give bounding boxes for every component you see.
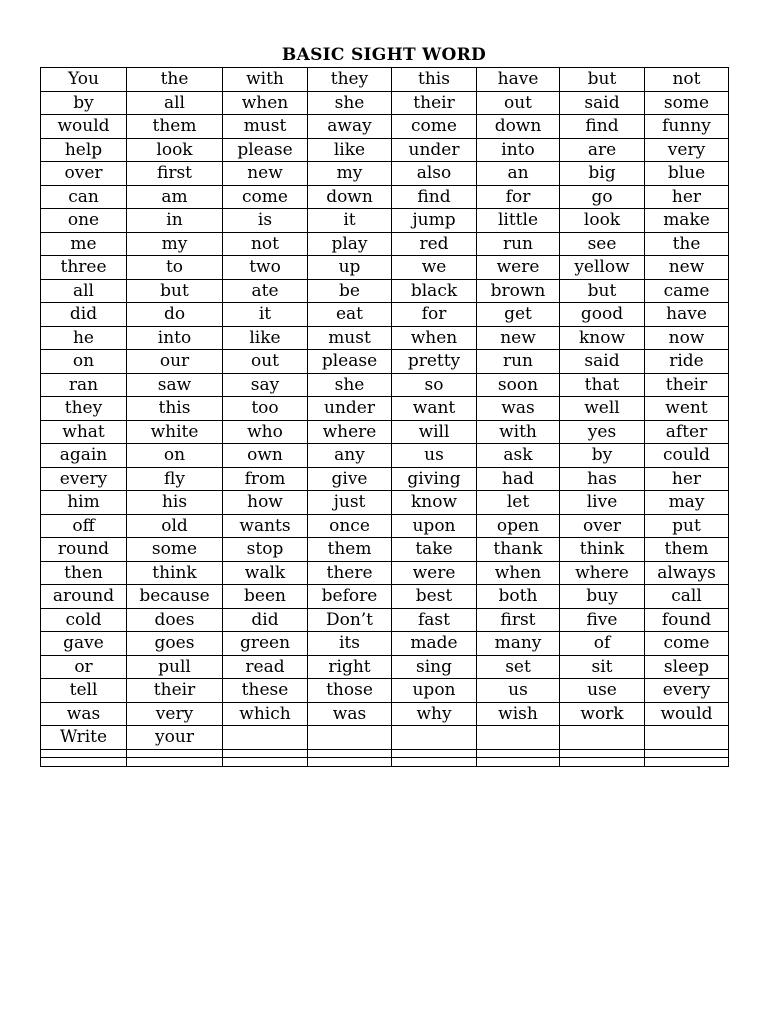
word-cell: my bbox=[308, 162, 392, 186]
word-cell: like bbox=[308, 138, 392, 162]
word-cell: must bbox=[308, 326, 392, 350]
word-cell: did bbox=[41, 303, 127, 327]
table-row bbox=[41, 608, 729, 632]
word-cell: take bbox=[392, 538, 477, 562]
word-cell: say bbox=[223, 373, 308, 397]
table-row bbox=[41, 373, 729, 397]
word-cell: ride bbox=[645, 350, 729, 374]
word-cell: soon bbox=[477, 373, 560, 397]
word-cell: little bbox=[477, 209, 560, 233]
word-cell: my bbox=[127, 232, 223, 256]
word-cell: pretty bbox=[392, 350, 477, 374]
word-cell: them bbox=[127, 115, 223, 139]
word-cell: we bbox=[392, 256, 477, 280]
word-cell: has bbox=[560, 467, 645, 491]
table-row bbox=[41, 115, 729, 139]
blank-table-row bbox=[41, 749, 729, 758]
empty-cell bbox=[477, 749, 560, 758]
table-row bbox=[41, 632, 729, 656]
word-cell: know bbox=[392, 491, 477, 515]
table-row bbox=[41, 397, 729, 421]
table-row bbox=[41, 561, 729, 585]
word-cell: three bbox=[41, 256, 127, 280]
empty-cell bbox=[223, 749, 308, 758]
word-cell: cold bbox=[41, 608, 127, 632]
word-cell: two bbox=[223, 256, 308, 280]
word-cell: those bbox=[308, 679, 392, 703]
word-cell: have bbox=[477, 68, 560, 92]
empty-cell bbox=[41, 749, 127, 758]
word-cell: that bbox=[560, 373, 645, 397]
word-cell: know bbox=[560, 326, 645, 350]
word-cell: come bbox=[645, 632, 729, 656]
word-cell: be bbox=[308, 279, 392, 303]
word-cell: very bbox=[645, 138, 729, 162]
empty-cell bbox=[560, 749, 645, 758]
empty-cell bbox=[41, 758, 127, 767]
word-cell: found bbox=[645, 608, 729, 632]
word-cell: help bbox=[41, 138, 127, 162]
word-cell: not bbox=[645, 68, 729, 92]
word-cell: under bbox=[392, 138, 477, 162]
word-cell: make bbox=[645, 209, 729, 233]
word-cell: jump bbox=[392, 209, 477, 233]
word-cell: but bbox=[560, 68, 645, 92]
word-cell: the bbox=[127, 68, 223, 92]
word-cell: when bbox=[477, 561, 560, 585]
word-cell: any bbox=[308, 444, 392, 468]
word-cell: stop bbox=[223, 538, 308, 562]
word-cell: set bbox=[477, 655, 560, 679]
word-cell: fast bbox=[392, 608, 477, 632]
word-cell: like bbox=[223, 326, 308, 350]
word-cell: walk bbox=[223, 561, 308, 585]
word-cell: was bbox=[308, 702, 392, 726]
word-cell: gave bbox=[41, 632, 127, 656]
word-cell: their bbox=[392, 91, 477, 115]
table-row bbox=[41, 209, 729, 233]
word-cell: him bbox=[41, 491, 127, 515]
word-cell: for bbox=[477, 185, 560, 209]
table-row bbox=[41, 68, 729, 92]
word-cell: with bbox=[223, 68, 308, 92]
sight-word-table-body bbox=[41, 68, 729, 767]
table-row bbox=[41, 420, 729, 444]
word-cell: again bbox=[41, 444, 127, 468]
word-cell: there bbox=[308, 561, 392, 585]
word-cell: want bbox=[392, 397, 477, 421]
word-cell: fly bbox=[127, 467, 223, 491]
word-cell: her bbox=[645, 185, 729, 209]
word-cell: did bbox=[223, 608, 308, 632]
word-cell: big bbox=[560, 162, 645, 186]
word-cell: Write bbox=[41, 726, 127, 750]
word-cell: have bbox=[645, 303, 729, 327]
word-cell: when bbox=[392, 326, 477, 350]
word-cell: red bbox=[392, 232, 477, 256]
word-cell: think bbox=[560, 538, 645, 562]
table-row bbox=[41, 467, 729, 491]
word-cell: some bbox=[127, 538, 223, 562]
word-cell: for bbox=[392, 303, 477, 327]
word-cell: said bbox=[560, 350, 645, 374]
word-cell: give bbox=[308, 467, 392, 491]
word-cell: just bbox=[308, 491, 392, 515]
word-cell: went bbox=[645, 397, 729, 421]
word-cell: are bbox=[560, 138, 645, 162]
empty-cell bbox=[560, 758, 645, 767]
word-cell: Don’t bbox=[308, 608, 392, 632]
word-cell: over bbox=[41, 162, 127, 186]
word-cell: upon bbox=[392, 679, 477, 703]
word-cell: eat bbox=[308, 303, 392, 327]
word-cell: well bbox=[560, 397, 645, 421]
word-cell: use bbox=[560, 679, 645, 703]
word-cell: good bbox=[560, 303, 645, 327]
word-cell: us bbox=[477, 679, 560, 703]
empty-cell bbox=[392, 758, 477, 767]
word-cell: goes bbox=[127, 632, 223, 656]
word-cell: it bbox=[223, 303, 308, 327]
word-cell: come bbox=[392, 115, 477, 139]
word-cell: came bbox=[645, 279, 729, 303]
table-row bbox=[41, 655, 729, 679]
word-cell: their bbox=[645, 373, 729, 397]
word-cell: which bbox=[223, 702, 308, 726]
word-cell: many bbox=[477, 632, 560, 656]
word-cell: see bbox=[560, 232, 645, 256]
word-cell: this bbox=[127, 397, 223, 421]
word-cell: to bbox=[127, 256, 223, 280]
word-cell bbox=[392, 726, 477, 750]
word-cell: am bbox=[127, 185, 223, 209]
blank-table-row bbox=[41, 758, 729, 767]
table-row bbox=[41, 232, 729, 256]
word-cell: them bbox=[645, 538, 729, 562]
word-cell: they bbox=[41, 397, 127, 421]
word-cell: they bbox=[308, 68, 392, 92]
table-row bbox=[41, 303, 729, 327]
word-cell: them bbox=[308, 538, 392, 562]
word-cell: one bbox=[41, 209, 127, 233]
word-cell: play bbox=[308, 232, 392, 256]
word-cell: come bbox=[223, 185, 308, 209]
word-cell: around bbox=[41, 585, 127, 609]
table-row bbox=[41, 326, 729, 350]
word-cell: saw bbox=[127, 373, 223, 397]
word-cell: off bbox=[41, 514, 127, 538]
word-cell: out bbox=[477, 91, 560, 115]
word-cell: find bbox=[392, 185, 477, 209]
table-row bbox=[41, 538, 729, 562]
word-cell: all bbox=[41, 279, 127, 303]
empty-cell bbox=[645, 749, 729, 758]
word-cell: is bbox=[223, 209, 308, 233]
empty-cell bbox=[308, 749, 392, 758]
table-row bbox=[41, 91, 729, 115]
table-row bbox=[41, 702, 729, 726]
table-row bbox=[41, 279, 729, 303]
word-cell: now bbox=[645, 326, 729, 350]
word-cell: ate bbox=[223, 279, 308, 303]
word-cell: or bbox=[41, 655, 127, 679]
word-cell: get bbox=[477, 303, 560, 327]
empty-cell bbox=[392, 749, 477, 758]
word-cell: too bbox=[223, 397, 308, 421]
word-cell: sit bbox=[560, 655, 645, 679]
word-cell: also bbox=[392, 162, 477, 186]
word-cell: over bbox=[560, 514, 645, 538]
word-cell: could bbox=[645, 444, 729, 468]
word-cell bbox=[645, 726, 729, 750]
word-cell: ran bbox=[41, 373, 127, 397]
word-cell: was bbox=[41, 702, 127, 726]
word-cell: out bbox=[223, 350, 308, 374]
word-cell: find bbox=[560, 115, 645, 139]
word-cell: can bbox=[41, 185, 127, 209]
empty-cell bbox=[223, 758, 308, 767]
word-cell: must bbox=[223, 115, 308, 139]
word-cell: she bbox=[308, 91, 392, 115]
word-cell: put bbox=[645, 514, 729, 538]
word-cell bbox=[223, 726, 308, 750]
word-cell: our bbox=[127, 350, 223, 374]
word-cell: let bbox=[477, 491, 560, 515]
word-cell: made bbox=[392, 632, 477, 656]
word-cell: giving bbox=[392, 467, 477, 491]
word-cell: into bbox=[127, 326, 223, 350]
word-cell: but bbox=[560, 279, 645, 303]
word-cell: white bbox=[127, 420, 223, 444]
empty-cell bbox=[645, 758, 729, 767]
word-cell: an bbox=[477, 162, 560, 186]
word-cell: does bbox=[127, 608, 223, 632]
word-cell: what bbox=[41, 420, 127, 444]
word-cell: by bbox=[41, 91, 127, 115]
word-cell: upon bbox=[392, 514, 477, 538]
word-cell: with bbox=[477, 420, 560, 444]
word-cell: both bbox=[477, 585, 560, 609]
word-cell: look bbox=[560, 209, 645, 233]
word-cell: buy bbox=[560, 585, 645, 609]
empty-cell bbox=[308, 758, 392, 767]
word-cell: all bbox=[127, 91, 223, 115]
word-cell: had bbox=[477, 467, 560, 491]
word-cell: yellow bbox=[560, 256, 645, 280]
word-cell: how bbox=[223, 491, 308, 515]
word-cell: before bbox=[308, 585, 392, 609]
word-cell: round bbox=[41, 538, 127, 562]
word-cell: this bbox=[392, 68, 477, 92]
table-row bbox=[41, 256, 729, 280]
word-cell: sing bbox=[392, 655, 477, 679]
word-cell: right bbox=[308, 655, 392, 679]
word-cell: your bbox=[127, 726, 223, 750]
word-cell: best bbox=[392, 585, 477, 609]
word-cell: yes bbox=[560, 420, 645, 444]
table-row bbox=[41, 679, 729, 703]
word-cell: not bbox=[223, 232, 308, 256]
word-cell: on bbox=[41, 350, 127, 374]
word-cell: run bbox=[477, 232, 560, 256]
word-cell: wants bbox=[223, 514, 308, 538]
word-cell: every bbox=[41, 467, 127, 491]
word-cell: brown bbox=[477, 279, 560, 303]
word-cell bbox=[477, 726, 560, 750]
word-cell: his bbox=[127, 491, 223, 515]
word-cell: why bbox=[392, 702, 477, 726]
word-cell: live bbox=[560, 491, 645, 515]
word-cell: sleep bbox=[645, 655, 729, 679]
word-cell: where bbox=[308, 420, 392, 444]
word-cell: open bbox=[477, 514, 560, 538]
word-cell: she bbox=[308, 373, 392, 397]
word-cell: but bbox=[127, 279, 223, 303]
word-cell: green bbox=[223, 632, 308, 656]
word-cell: by bbox=[560, 444, 645, 468]
word-cell: new bbox=[223, 162, 308, 186]
word-cell: funny bbox=[645, 115, 729, 139]
word-cell: read bbox=[223, 655, 308, 679]
word-cell: where bbox=[560, 561, 645, 585]
word-cell: very bbox=[127, 702, 223, 726]
page-title: BASIC SIGHT WORD bbox=[281, 45, 487, 65]
word-cell: of bbox=[560, 632, 645, 656]
word-cell: us bbox=[392, 444, 477, 468]
empty-cell bbox=[127, 758, 223, 767]
word-cell: call bbox=[645, 585, 729, 609]
word-cell: these bbox=[223, 679, 308, 703]
word-cell: been bbox=[223, 585, 308, 609]
word-cell: he bbox=[41, 326, 127, 350]
word-cell: go bbox=[560, 185, 645, 209]
word-cell: always bbox=[645, 561, 729, 585]
word-cell: its bbox=[308, 632, 392, 656]
word-cell: under bbox=[308, 397, 392, 421]
word-cell: ask bbox=[477, 444, 560, 468]
table-row bbox=[41, 185, 729, 209]
word-cell: five bbox=[560, 608, 645, 632]
word-cell: will bbox=[392, 420, 477, 444]
word-cell: may bbox=[645, 491, 729, 515]
word-cell: the bbox=[645, 232, 729, 256]
word-cell: old bbox=[127, 514, 223, 538]
word-cell: look bbox=[127, 138, 223, 162]
word-cell: blue bbox=[645, 162, 729, 186]
word-cell: would bbox=[645, 702, 729, 726]
word-cell: pull bbox=[127, 655, 223, 679]
word-cell: every bbox=[645, 679, 729, 703]
table-row bbox=[41, 350, 729, 374]
word-cell: down bbox=[308, 185, 392, 209]
empty-cell bbox=[127, 749, 223, 758]
word-cell: You bbox=[41, 68, 127, 92]
word-cell: who bbox=[223, 420, 308, 444]
word-cell: on bbox=[127, 444, 223, 468]
word-cell: were bbox=[477, 256, 560, 280]
empty-cell bbox=[477, 758, 560, 767]
word-cell: up bbox=[308, 256, 392, 280]
word-cell: once bbox=[308, 514, 392, 538]
word-cell: tell bbox=[41, 679, 127, 703]
word-cell: when bbox=[223, 91, 308, 115]
word-cell: thank bbox=[477, 538, 560, 562]
word-cell: think bbox=[127, 561, 223, 585]
word-cell bbox=[560, 726, 645, 750]
word-cell: some bbox=[645, 91, 729, 115]
word-cell: run bbox=[477, 350, 560, 374]
word-cell: me bbox=[41, 232, 127, 256]
table-row bbox=[41, 514, 729, 538]
word-cell bbox=[308, 726, 392, 750]
table-row bbox=[41, 585, 729, 609]
word-cell: work bbox=[560, 702, 645, 726]
word-cell: into bbox=[477, 138, 560, 162]
table-row bbox=[41, 162, 729, 186]
word-cell: said bbox=[560, 91, 645, 115]
word-cell: in bbox=[127, 209, 223, 233]
word-cell: because bbox=[127, 585, 223, 609]
table-row bbox=[41, 444, 729, 468]
word-cell: new bbox=[477, 326, 560, 350]
word-cell: black bbox=[392, 279, 477, 303]
word-cell: her bbox=[645, 467, 729, 491]
word-cell: so bbox=[392, 373, 477, 397]
word-cell: first bbox=[477, 608, 560, 632]
word-cell: were bbox=[392, 561, 477, 585]
table-row bbox=[41, 491, 729, 515]
word-cell: away bbox=[308, 115, 392, 139]
word-cell: then bbox=[41, 561, 127, 585]
table-row bbox=[41, 726, 729, 750]
word-cell: was bbox=[477, 397, 560, 421]
word-cell: own bbox=[223, 444, 308, 468]
word-cell: down bbox=[477, 115, 560, 139]
word-cell: please bbox=[308, 350, 392, 374]
word-cell: first bbox=[127, 162, 223, 186]
sight-word-table bbox=[40, 67, 729, 767]
word-cell: from bbox=[223, 467, 308, 491]
table-row bbox=[41, 138, 729, 162]
word-cell: new bbox=[645, 256, 729, 280]
word-cell: please bbox=[223, 138, 308, 162]
word-cell: it bbox=[308, 209, 392, 233]
word-cell: after bbox=[645, 420, 729, 444]
word-cell: would bbox=[41, 115, 127, 139]
word-cell: their bbox=[127, 679, 223, 703]
word-cell: do bbox=[127, 303, 223, 327]
word-cell: wish bbox=[477, 702, 560, 726]
